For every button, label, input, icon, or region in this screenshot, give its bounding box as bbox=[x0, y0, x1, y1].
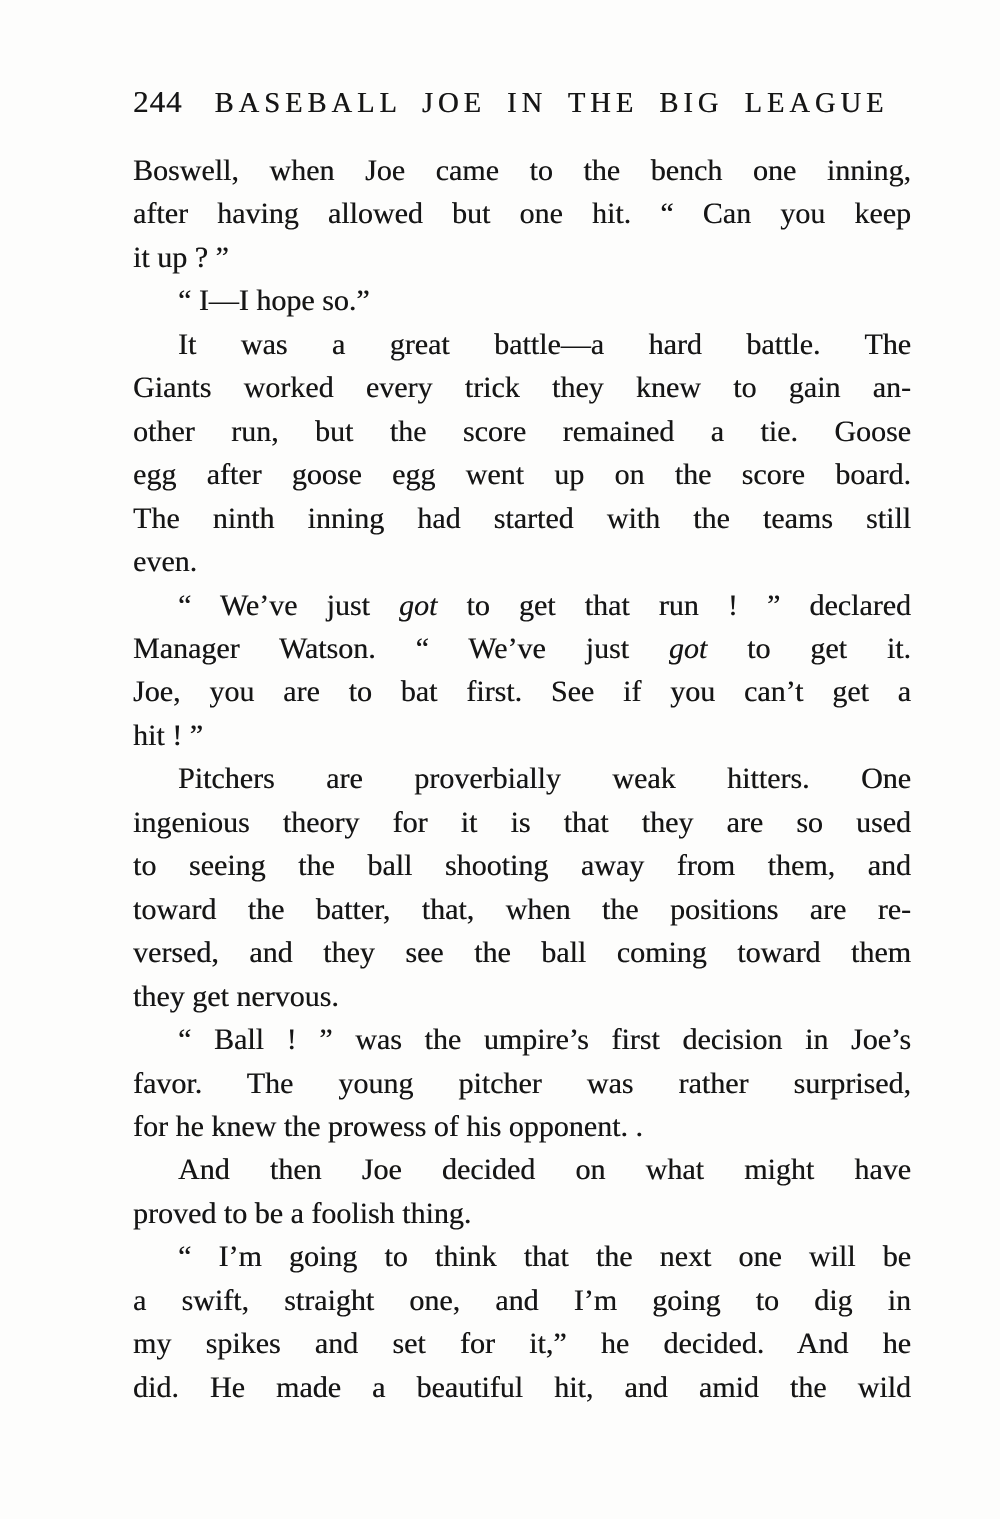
text-segment: favor. The young pitcher was rather surprised, bbox=[133, 1066, 911, 1100]
text-segment: for he knew the prowess of his opponent. . bbox=[133, 1109, 643, 1143]
text-segment: Pitchers are proverbially weak hitters. One bbox=[178, 762, 911, 796]
text-segment: Boswell, when Joe came to the bench one inning, bbox=[133, 154, 911, 187]
text-segment: toward the batter, that, when the positions are re- bbox=[133, 892, 911, 926]
text-line bbox=[133, 453, 911, 496]
text-segment: Joe, you are to bat first. See if you can’t get a bbox=[133, 675, 911, 709]
italic-word: got bbox=[399, 588, 438, 622]
text-line bbox=[133, 931, 911, 974]
text-line bbox=[133, 714, 911, 757]
text-line bbox=[133, 410, 911, 453]
text-line bbox=[133, 323, 911, 366]
text-line bbox=[133, 497, 911, 540]
text-segment: “ We’ve just bbox=[178, 588, 399, 622]
text-segment: “ I—I hope so.” bbox=[178, 284, 370, 318]
text-line bbox=[133, 1235, 911, 1278]
text-line bbox=[133, 1018, 911, 1061]
text-segment: even. bbox=[133, 545, 198, 579]
text-segment: proved to be a foolish thing. bbox=[133, 1196, 472, 1230]
page-number: 244 bbox=[133, 84, 183, 119]
text-line bbox=[133, 627, 911, 670]
text-segment: hit ! ” bbox=[133, 718, 203, 752]
text-line bbox=[133, 888, 911, 931]
text-segment: my spikes and set for it,” he decided. And he bbox=[133, 1327, 911, 1361]
text-line bbox=[133, 1322, 911, 1365]
text-line bbox=[133, 1279, 911, 1322]
text-line bbox=[133, 670, 911, 713]
text-line bbox=[133, 1148, 911, 1191]
running-header-title: BASEBALL JOE IN THE BIG LEAGUE bbox=[214, 88, 889, 119]
text-segment: to seeing the ball shooting away from them, and bbox=[133, 849, 911, 883]
text-block bbox=[133, 149, 911, 1409]
italic-word: got bbox=[668, 631, 708, 665]
text-line bbox=[133, 540, 911, 583]
text-line bbox=[133, 149, 911, 192]
text-line bbox=[133, 236, 911, 279]
text-line bbox=[133, 844, 911, 887]
text-line bbox=[133, 279, 911, 322]
text-segment: And then Joe decided on what might have bbox=[178, 1153, 911, 1187]
text-segment: to get it. bbox=[707, 631, 911, 665]
text-segment: “ I’m going to think that the next one will be bbox=[178, 1240, 911, 1274]
running-header bbox=[133, 84, 911, 120]
text-segment: they get nervous. bbox=[133, 979, 339, 1013]
text-segment: it up ? ” bbox=[133, 240, 229, 274]
text-line bbox=[133, 757, 911, 800]
text-line bbox=[133, 1062, 911, 1105]
text-line bbox=[133, 584, 911, 627]
text-line bbox=[133, 1105, 911, 1148]
text-segment: It was a great battle—a hard battle. The bbox=[178, 327, 911, 361]
text-line bbox=[133, 975, 911, 1018]
text-segment: did. He made a beautiful hit, and amid the wild bbox=[133, 1370, 911, 1404]
text-segment: ingenious theory for it is that they are so used bbox=[133, 805, 911, 839]
text-segment: The ninth inning had started with the teams still bbox=[133, 501, 911, 535]
text-segment: “ Ball ! ” was the umpire’s first decision in Joe’s bbox=[178, 1023, 911, 1057]
text-segment: Manager Watson. “ We’ve just bbox=[133, 631, 669, 665]
text-line bbox=[133, 366, 911, 409]
text-line bbox=[133, 192, 911, 235]
text-line bbox=[133, 801, 911, 844]
text-segment: to get that run ! ” declared bbox=[437, 588, 911, 622]
text-line bbox=[133, 1366, 911, 1409]
text-segment: after having allowed but one hit. “ Can you keep bbox=[133, 197, 911, 231]
text-segment: egg after goose egg went up on the score board. bbox=[133, 458, 911, 492]
text-segment: other run, but the score remained a tie. Goose bbox=[133, 414, 911, 448]
text-segment: versed, and they see the ball coming toward them bbox=[133, 936, 911, 970]
text-line bbox=[133, 1192, 911, 1235]
text-segment: a swift, straight one, and I’m going to dig in bbox=[133, 1283, 911, 1317]
text-segment: Giants worked every trick they knew to gain an- bbox=[133, 371, 911, 405]
